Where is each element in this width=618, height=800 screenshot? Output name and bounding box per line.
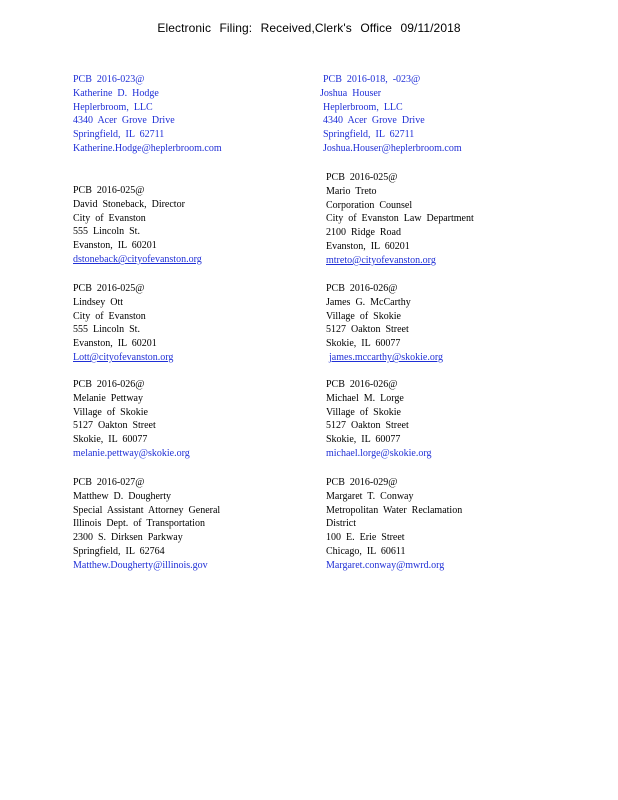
docket-number: PCB 2016-027@ <box>73 477 145 488</box>
address-line: Evanston, IL 60201 <box>73 240 157 252</box>
address-line: Corporation Counsel <box>326 199 413 211</box>
address-line: Heplerbroom, LLC <box>323 101 403 113</box>
email-link[interactable]: james.mccarthy@skokie.org <box>329 351 443 363</box>
address-line: 555 Lincoln St. <box>73 324 140 336</box>
address-line: 5127 Oakton Street <box>73 420 156 432</box>
address-line: 2300 S. Dirksen Parkway <box>73 532 183 544</box>
contact-name: David Stoneback, Director <box>73 198 185 210</box>
service-entry <box>326 171 581 268</box>
address-line: 5127 Oakton Street <box>326 324 409 336</box>
email-link[interactable]: Margaret.conway@mwrd.org <box>326 559 445 571</box>
service-entry <box>73 378 328 461</box>
address-line: City of Evanston <box>73 310 146 322</box>
address-line: Springfield, IL 62764 <box>73 545 165 557</box>
contact-name: Margaret T. Conway <box>326 490 414 502</box>
contact-name: Katherine D. Hodge <box>73 87 159 99</box>
service-entry <box>73 476 328 573</box>
address-line: Chicago, IL 60611 <box>326 545 406 557</box>
address-line: 100 E. Erie Street <box>326 532 405 544</box>
address-line: 4340 Acer Grove Drive <box>323 115 425 127</box>
address-line: Skokie, IL 60077 <box>326 434 401 446</box>
address-line: 2100 Ridge Road <box>326 227 401 239</box>
contact-name: Melanie Pettway <box>73 392 143 404</box>
address-line: Evanston, IL 60201 <box>326 240 410 252</box>
docket-number: PCB 2016-026@ <box>326 379 398 390</box>
service-entry <box>73 73 328 156</box>
service-entry <box>326 378 581 461</box>
address-line: Springfield, IL 62711 <box>323 129 415 141</box>
address-line: Skokie, IL 60077 <box>326 338 401 350</box>
docket-number: PCB 2016-018, -023@ <box>323 74 421 85</box>
docket-number: PCB 2016-026@ <box>326 283 398 294</box>
address-line: District <box>326 518 356 530</box>
contact-name: Lindsey Ott <box>73 296 123 308</box>
docket-number: PCB 2016-025@ <box>326 172 398 183</box>
email-link[interactable]: dstoneback@cityofevanston.org <box>73 253 202 265</box>
service-entry <box>326 476 581 573</box>
address-line: Skokie, IL 60077 <box>73 434 148 446</box>
contact-name: Joshua Houser <box>320 87 382 99</box>
docket-number: PCB 2016-023@ <box>73 74 145 85</box>
address-line: 555 Lincoln St. <box>73 226 140 238</box>
service-entry <box>326 282 581 365</box>
docket-number: PCB 2016-029@ <box>326 477 398 488</box>
contact-name: Michael M. Lorge <box>326 392 404 404</box>
address-line: Springfield, IL 62711 <box>73 129 165 141</box>
contact-name: Matthew D. Dougherty <box>73 490 172 502</box>
address-line: Heplerbroom, LLC <box>73 101 153 113</box>
address-line: Metropolitan Water Reclamation <box>326 504 463 516</box>
address-line: City of Evanston Law Department <box>326 213 474 225</box>
address-line: 5127 Oakton Street <box>326 420 409 432</box>
address-line: Illinois Dept. of Transportation <box>73 518 205 530</box>
address-line: Village of Skokie <box>326 406 401 418</box>
address-line: Special Assistant Attorney General <box>73 504 221 516</box>
address-line: Village of Skokie <box>326 310 401 322</box>
contact-name: James G. McCarthy <box>326 296 411 308</box>
service-entry <box>320 73 578 156</box>
docket-number: PCB 2016-025@ <box>73 185 145 196</box>
address-line: City of Evanston <box>73 212 146 224</box>
email-link[interactable]: melanie.pettway@skokie.org <box>73 447 190 459</box>
address-line: 4340 Acer Grove Drive <box>73 115 175 127</box>
email-link[interactable]: Matthew.Dougherty@illinois.gov <box>73 559 208 571</box>
service-entry <box>73 282 328 365</box>
email-link[interactable]: michael.lorge@skokie.org <box>326 447 432 459</box>
email-link[interactable]: Lott@cityofevanston.org <box>73 351 174 363</box>
address-line: Village of Skokie <box>73 406 148 418</box>
filing-stamp-header: Electronic Filing: Received,Clerk's Office 09/11/2018 <box>157 21 461 35</box>
docket-number: PCB 2016-026@ <box>73 379 145 390</box>
service-entry <box>73 184 328 267</box>
address-line: Evanston, IL 60201 <box>73 338 157 350</box>
email-link[interactable]: mtreto@cityofevanston.org <box>326 254 436 266</box>
contact-name: Mario Treto <box>326 185 377 197</box>
email-link[interactable]: Katherine.Hodge@heplerbroom.com <box>73 142 222 154</box>
docket-number: PCB 2016-025@ <box>73 283 145 294</box>
email-link[interactable]: Joshua.Houser@heplerbroom.com <box>323 142 462 154</box>
